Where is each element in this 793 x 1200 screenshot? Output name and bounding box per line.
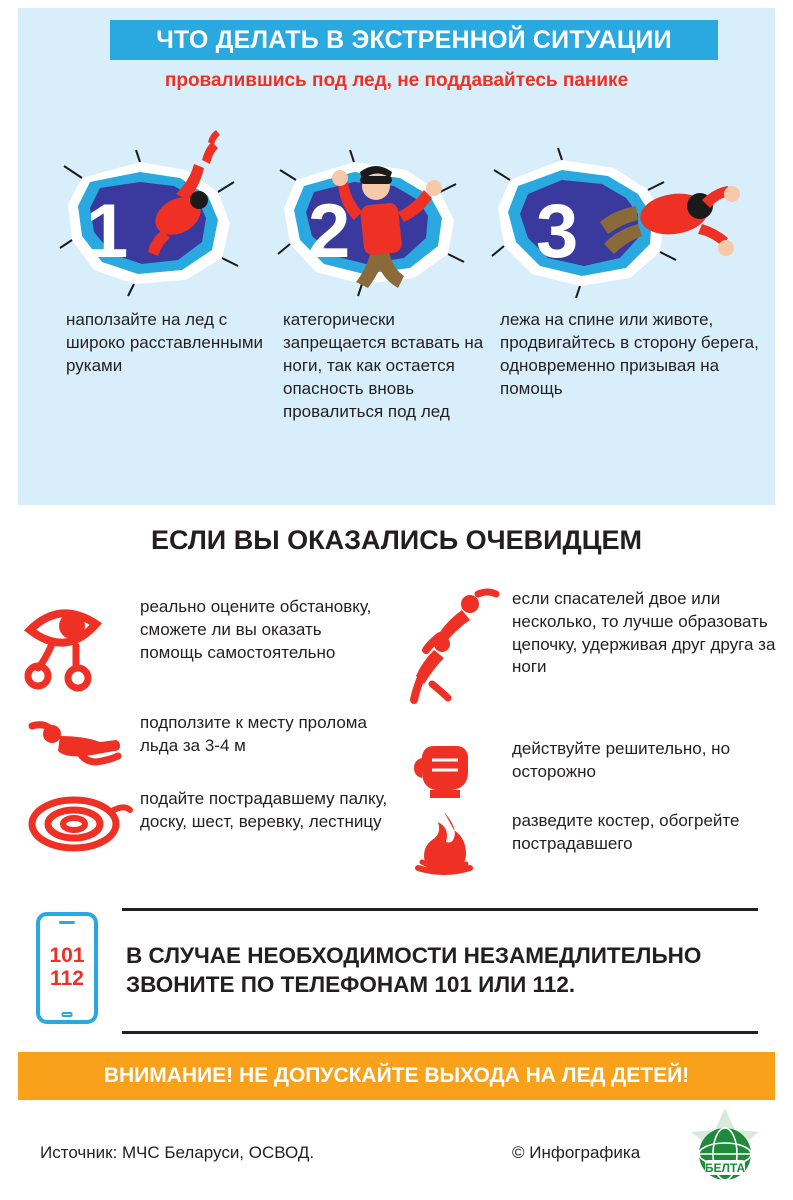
list-item-label: разведите костер, обогрейте пострадавшего: [512, 811, 740, 853]
fist-icon: [408, 738, 512, 800]
page-title: ЧТО ДЕЛАТЬ В ЭКСТРЕННОЙ СИТУАЦИИ: [156, 25, 672, 54]
page-title-bar: [110, 20, 718, 60]
emergency-number-112: 112: [50, 967, 84, 990]
list-item: [408, 810, 783, 876]
attention-banner: [18, 1052, 775, 1100]
step-2-illustration: [276, 108, 486, 298]
emergency-call-block: [36, 908, 758, 1030]
person-lying-on-ice-icon: [488, 108, 750, 298]
phone-home-button: [62, 1012, 73, 1017]
list-item-label: если спасателей двое или несколько, то лучше образовать цепочку, удерживая друг друга за ноги: [512, 589, 776, 677]
emergency-message-box: [122, 908, 758, 1034]
step-1-number: 1: [86, 189, 129, 274]
phone-speaker: [59, 921, 75, 924]
emergency-message: В СЛУЧАЕ НЕОБХОДИМОСТИ НЕЗАМЕДЛИТЕЛЬНО ЗВОНИТЕ ПО ТЕЛЕФОНАМ 101 ИЛИ 112.: [126, 943, 702, 997]
crawling-person-icon: [22, 712, 140, 768]
list-item-label: реально оцените обстановку, сможете ли вы оказать помощь самостоятельно: [140, 597, 372, 662]
list-item: [408, 738, 783, 800]
page-subtitle: провалившись под лед, не поддавайтесь панике: [164, 70, 629, 91]
step-1-illustration: [58, 108, 268, 298]
emergency-number-101: 101: [49, 944, 85, 968]
list-item: [22, 788, 392, 858]
list-item-label: подайте пострадавшему палку, доску, шест, веревку, лестницу: [140, 789, 388, 831]
ice-hole-illustrations: [18, 108, 775, 303]
list-item-label: действуйте решительно, но осторожно: [512, 739, 731, 781]
emergency-instructions-panel: [18, 8, 775, 505]
step-3-text: лежа на спине или животе, продвигайтесь в сторону берега, одновременно призывая на помощь: [500, 310, 759, 399]
step-2-text: категорически запрещается вставать на ноги, так как остается опасность вновь провалиться под лед: [283, 310, 484, 422]
eye-icon: [22, 596, 140, 692]
witness-advice-list: [0, 578, 793, 878]
smartphone-icon: [36, 912, 98, 1024]
list-item: [22, 712, 382, 768]
phone-screen: [45, 928, 89, 1008]
footer-credit: © Инфографика: [512, 1143, 641, 1162]
attention-text: ВНИМАНИЕ! НЕ ДОПУСКАЙТЕ ВЫХОДА НА ЛЕД ДЕТЕЙ!: [103, 1064, 690, 1087]
human-chain-icon: [408, 588, 512, 708]
witness-section-title: ЕСЛИ ВЫ ОКАЗАЛИСЬ ОЧЕВИДЦЕМ: [151, 525, 642, 555]
footer-source: Источник: МЧС Беларуси, ОСВОД.: [40, 1143, 315, 1162]
list-item: [408, 588, 783, 708]
list-item-label: подползите к месту пролома льда за 3-4 м: [140, 713, 367, 755]
svg-text:БЕЛТА: БЕЛТА: [704, 1161, 746, 1175]
campfire-icon: [408, 810, 512, 876]
belta-globe-logo-icon: [679, 1106, 771, 1186]
step-1-text: наползайте на лед с широко расставленными руками: [66, 310, 264, 376]
rope-coil-icon: [22, 788, 140, 858]
step-3-illustration: [488, 108, 750, 298]
step-3-number: 3: [536, 189, 579, 274]
step-2-number: 2: [308, 189, 351, 274]
list-item: [22, 596, 382, 692]
